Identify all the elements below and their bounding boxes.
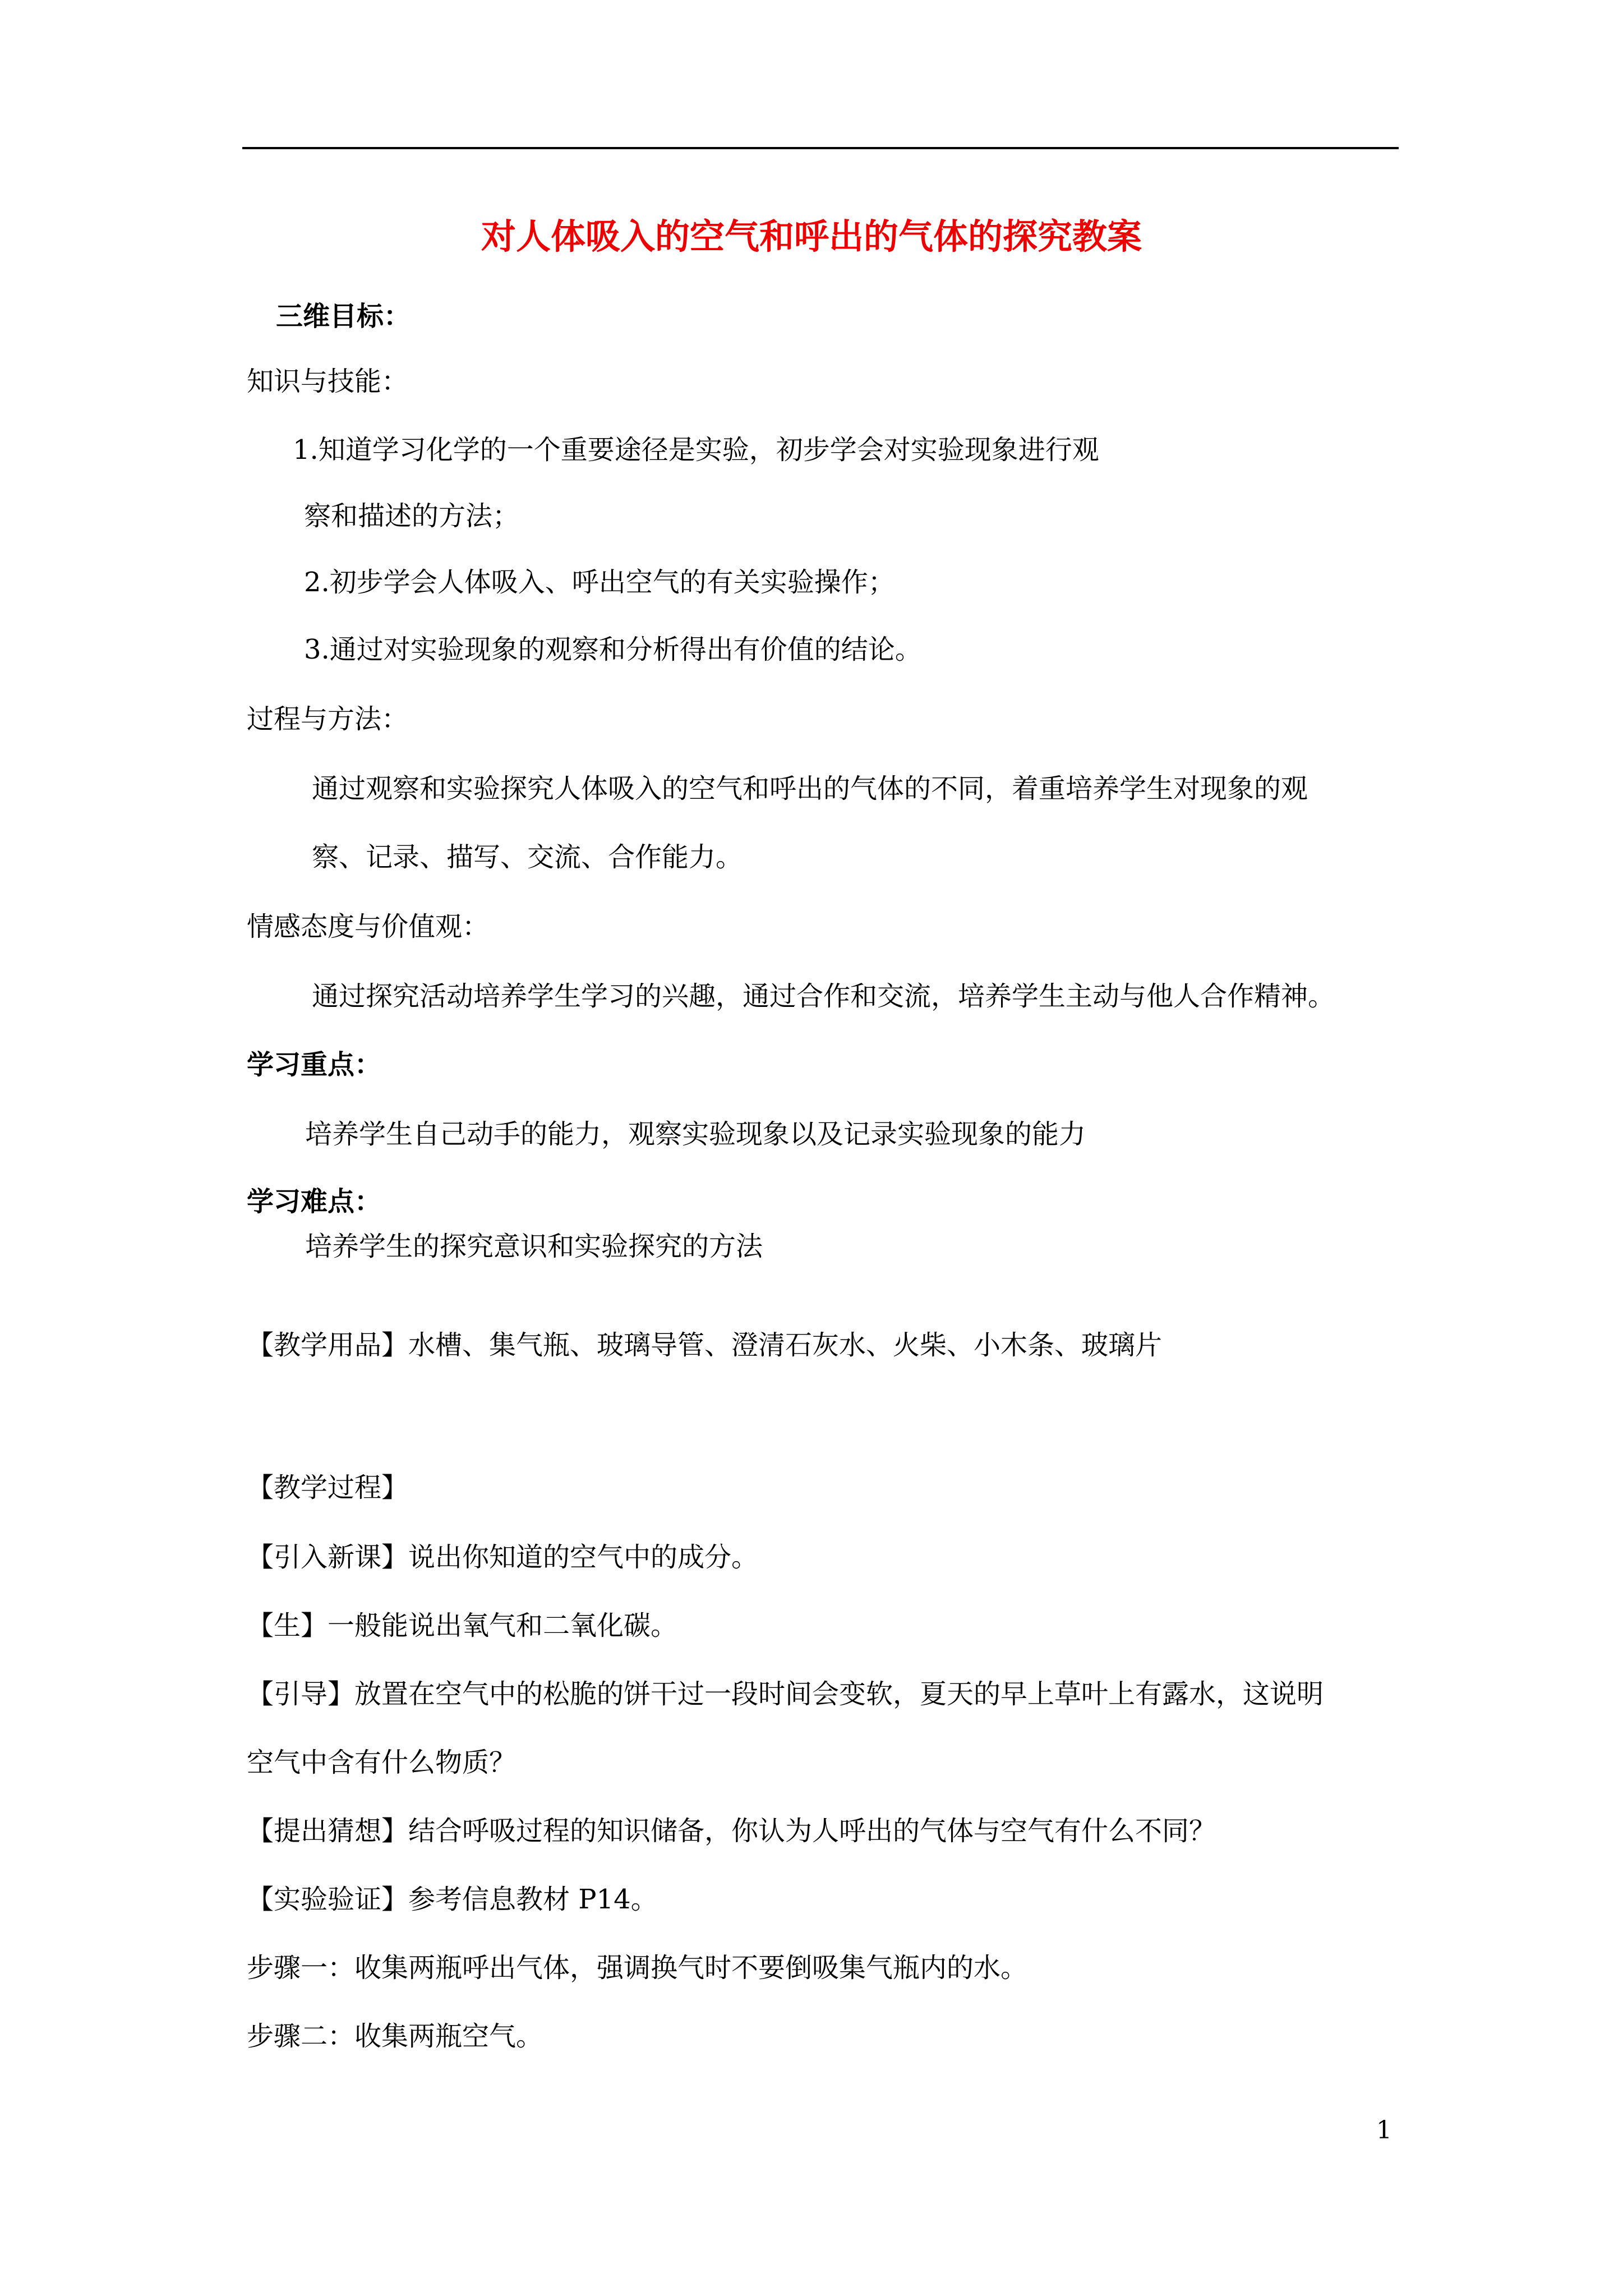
procedure-guide-line-1: 【引导】放置在空气中的松脆的饼干过一段时间会变软，夏天的早上草叶上有露水，这说明 [247,1678,1324,1710]
procedure-heading: 【教学过程】 [247,1472,409,1503]
key-points-text: 培养学生自己动手的能力，观察实验现象以及记录实验现象的能力 [305,1119,1086,1150]
procedure-guide-line-2: 空气中含有什么物质？ [247,1747,517,1778]
knowledge-item-1-line-1: 1.知道学习化学的一个重要途径是实验，初步学会对实验现象进行观 [293,434,1099,466]
objectives-heading: 三维目标： [276,301,411,332]
key-points-heading: 学习重点： [247,1049,382,1080]
process-heading: 过程与方法： [247,703,409,735]
difficult-points-heading: 学习难点： [247,1186,382,1217]
difficult-points-text: 培养学生的探究意识和实验探究的方法 [305,1231,763,1262]
attitude-heading: 情感态度与价值观： [247,911,490,942]
materials-line: 【教学用品】水槽、集气瓶、玻璃导管、澄清石灰水、火柴、小木条、玻璃片 [247,1329,1163,1361]
header-rule [242,147,1399,149]
page-number: 1 [1376,2116,1392,2145]
procedure-hypothesis: 【提出猜想】结合呼吸过程的知识储备，你认为人呼出的气体与空气有什么不同？ [247,1815,1216,1847]
procedure-step-2: 步骤二：收集两瓶空气。 [247,2021,543,2052]
process-line-1: 通过观察和实验探究人体吸入的空气和呼出的气体的不同，着重培养学生对现象的观 [312,773,1308,804]
process-line-2: 察、记录、描写、交流、合作能力。 [312,841,743,873]
attitude-line-1: 通过探究活动培养学生学习的兴趣，通过合作和交流，培养学生主动与他人合作精神。 [312,981,1335,1012]
document-title: 对人体吸入的空气和呼出的气体的探究教案 [481,216,1142,257]
knowledge-item-1-line-2: 察和描述的方法； [304,500,520,532]
procedure-student: 【生】一般能说出氧气和二氧化碳。 [247,1610,678,1641]
knowledge-item-2: 2.初步学会人体吸入、呼出空气的有关实验操作； [304,567,895,598]
knowledge-item-3: 3.通过对实验现象的观察和分析得出有价值的结论。 [304,634,922,665]
procedure-intro: 【引入新课】说出你知道的空气中的成分。 [247,1542,759,1573]
procedure-step-1: 步骤一：收集两瓶呼出气体，强调换气时不要倒吸集气瓶内的水。 [247,1952,1028,1984]
procedure-verify: 【实验验证】参考信息教材 P14。 [247,1884,658,1915]
knowledge-heading: 知识与技能： [247,366,409,397]
